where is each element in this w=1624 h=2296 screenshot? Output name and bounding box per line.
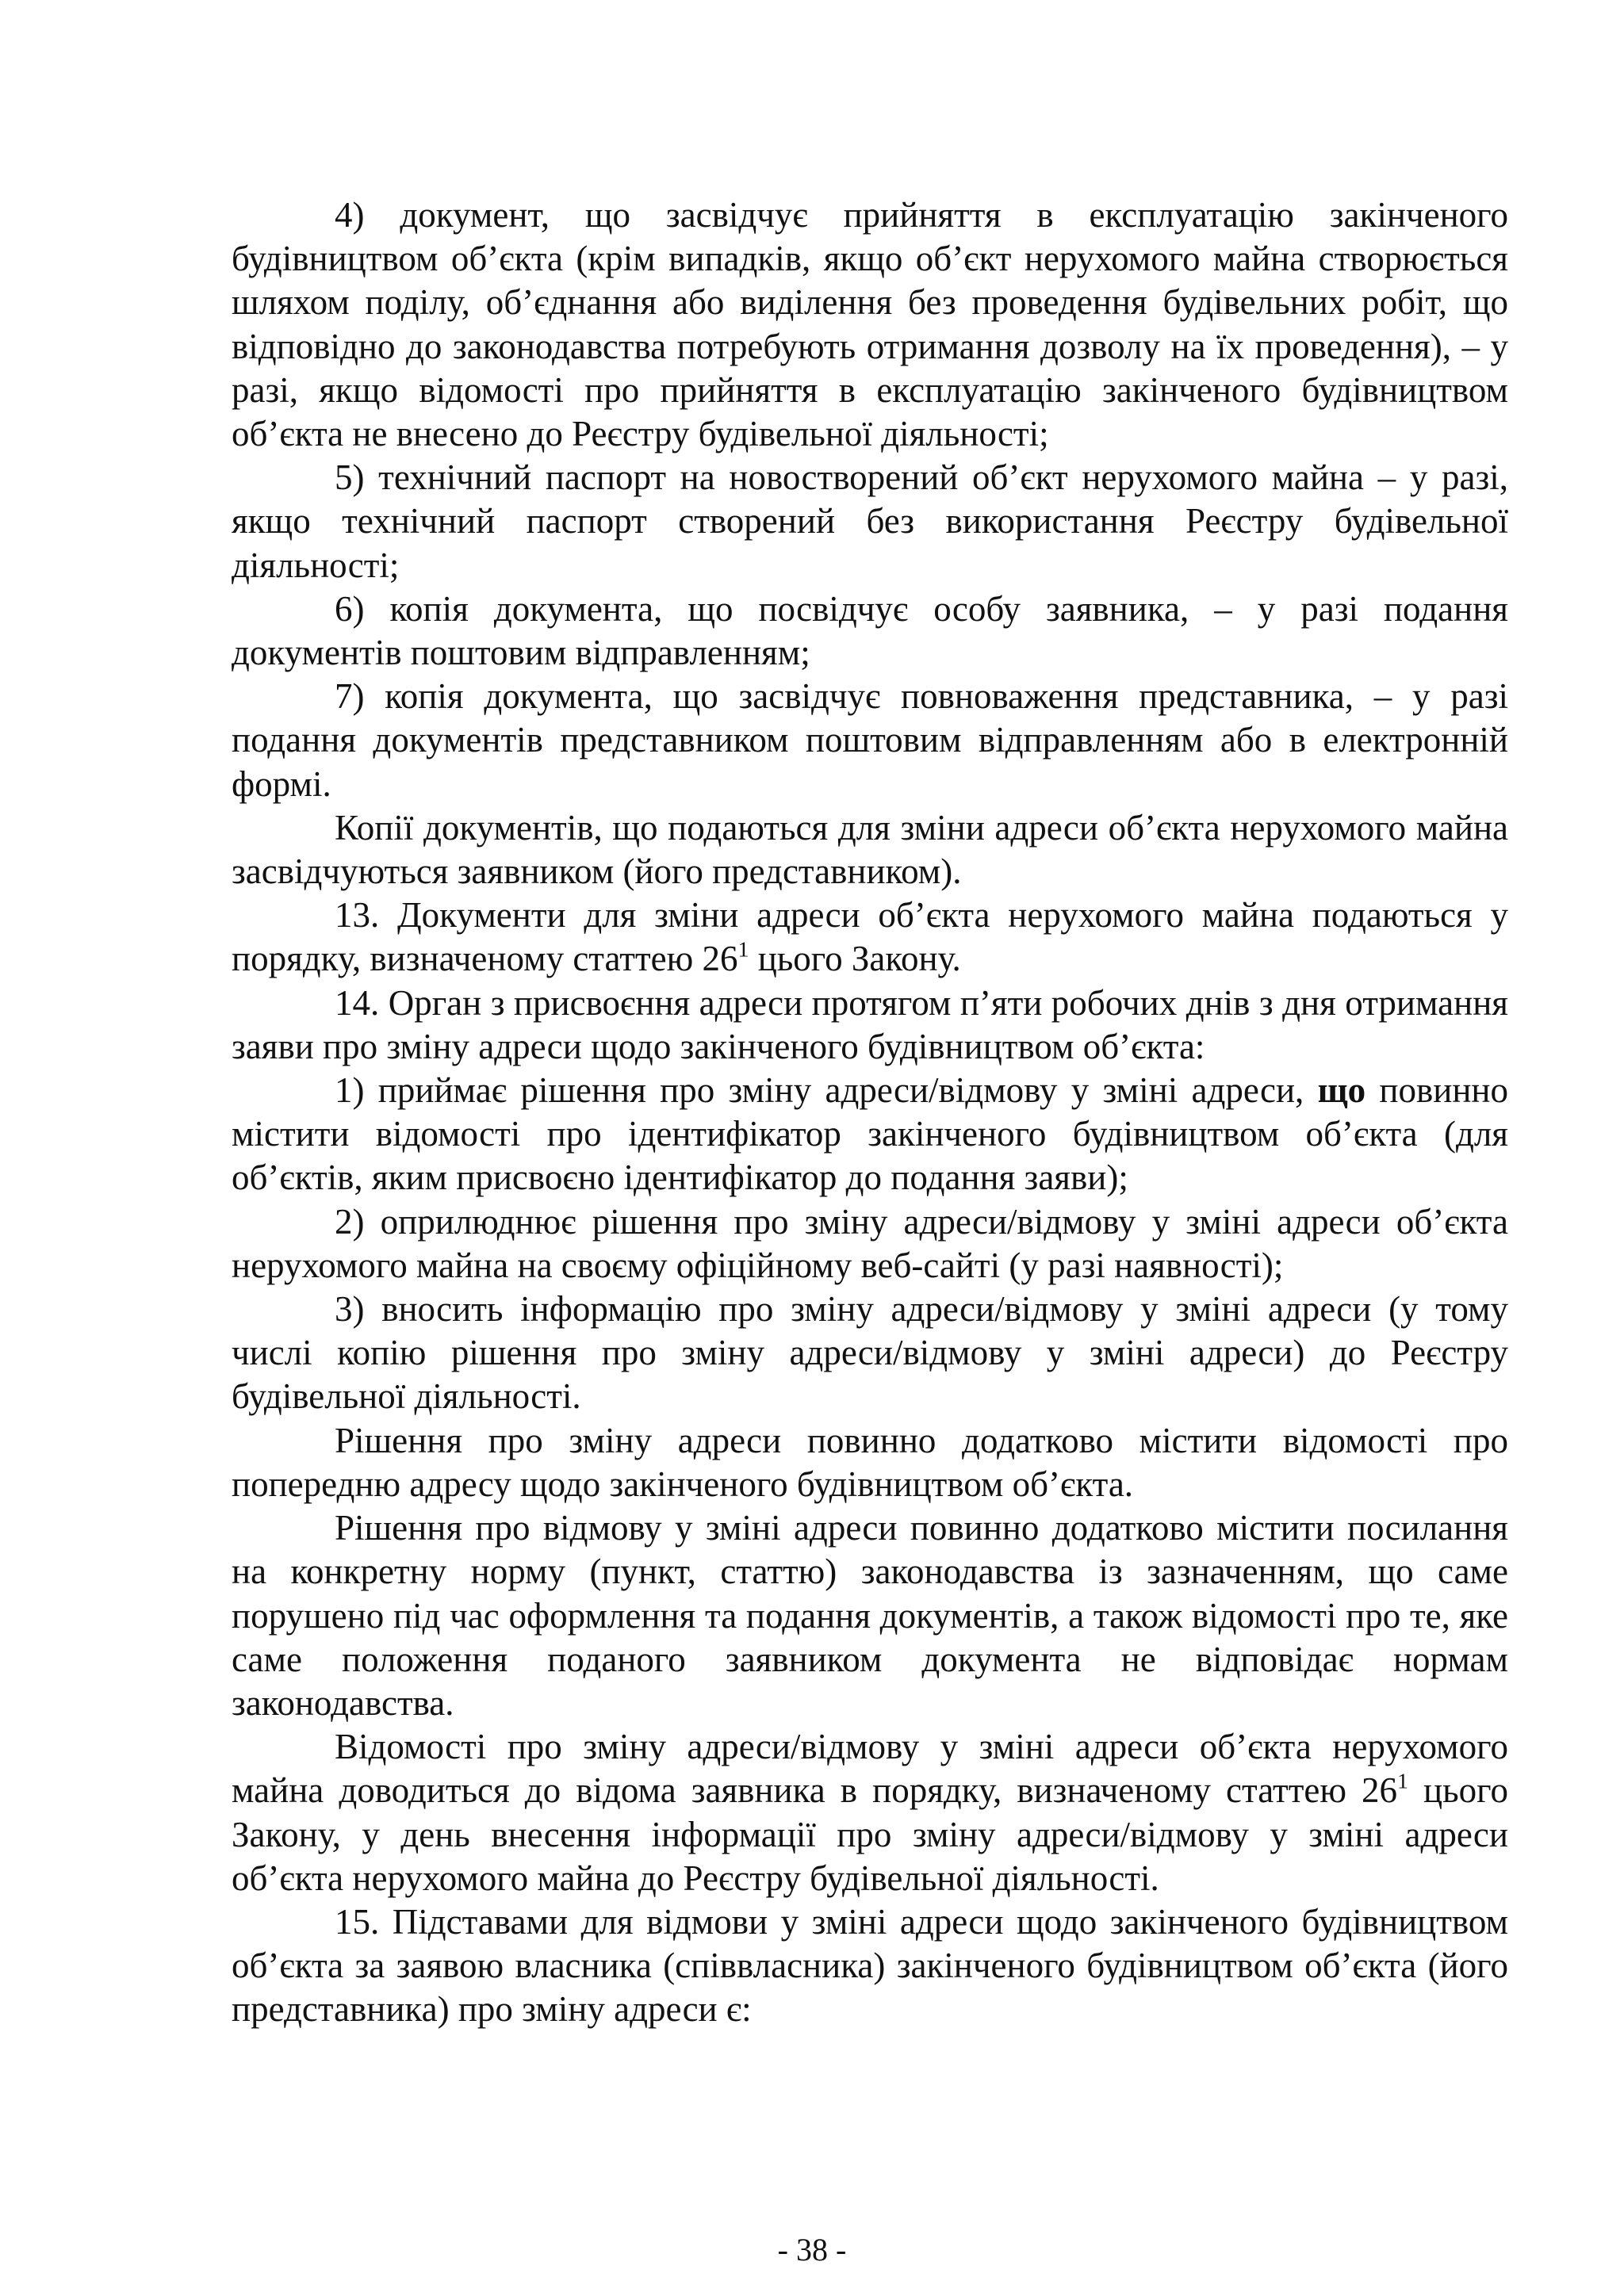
- paragraph-item-6: 6) копія документа, що посвідчує особу заявника, – у разі подання документів поштовим відправленням;: [232, 588, 1508, 673]
- paragraph-refusal-decision: Рішення про відмову у зміні адреси повинно додатково містити посилання на конкретну норму (пункт, статтю) законодавства із зазначенням, що саме порушено під час оформлення та подання документів, а також відомості про те, яке саме положення поданого заявником документа не відповідає нормам законодавства.: [232, 1508, 1508, 1723]
- bold-word: що: [1317, 1070, 1366, 1111]
- paragraph-item-4: 4) документ, що засвідчує прийняття в експлуатацію закінченого будівництвом об’єкта (крім випадків, якщо об’єкт нерухомого майна створюється шляхом поділу, об’єднання або виділення без проведення будівельних робіт, що відповідно до законодавства потребують отримання дозволу на їх проведення), – у разі, якщо відомості про прийняття в експлуатацію закінченого будівництвом об’єкта не внесено до Реєстру будівельної діяльності;: [232, 195, 1508, 454]
- paragraph-item-7: 7) копія документа, що засвідчує повноваження представника, – у разі подання документів представником поштовим відправленням або в електронній формі.: [232, 676, 1508, 804]
- superscript-article-mark: 1: [737, 938, 749, 963]
- paragraph-subitem-2: 2) оприлюднює рішення про зміну адреси/відмову у зміні адреси об’єкта нерухомого майна на своєму офіційному веб-сайті (у разі наявності);: [232, 1201, 1508, 1285]
- paragraph-change-decision: Рішення про зміну адреси повинно додатково містити відомості про попередню адресу щодо закінченого будівництвом об’єкта.: [232, 1420, 1508, 1504]
- paragraph-subitem-3: 3) вносить інформацію про зміну адреси/відмову у зміні адреси (у тому числі копію рішення про зміну адреси/відмову у зміні адреси) до Реєстру будівельної діяльності.: [232, 1289, 1508, 1417]
- paragraph-subitem-1: 1) приймає рішення про зміну адреси/відмову у зміні адреси, що повинно містити відомості про ідентифікатор закінченого будівництвом об’єкта (для об’єктів, яким присвоєно ідентифікатор до подання заяви);: [232, 1070, 1508, 1198]
- paragraph-section-14: 14. Орган з присвоєння адреси протягом п’яти робочих днів з дня отримання заяви про зміну адреси щодо закінченого будівництвом об’єкта:: [232, 982, 1508, 1066]
- document-body: [232, 193, 1508, 2032]
- paragraph-section-13: 13. Документи для зміни адреси об’єкта нерухомого майна подаються у порядку, визначеному статтею $26^1$ цього Закону.: [232, 895, 1508, 979]
- paragraph-copies-certification: Копії документів, що подаються для зміни адреси об’єкта нерухомого майна засвідчуються заявником (його представником).: [232, 807, 1508, 892]
- paragraph-section-15: 15. Підставами для відмови у зміні адреси щодо закінченого будівництвом об’єкта за заявою власника (співвласника) закінченого будівництвом об’єкта (його представника) про зміну адреси є:: [232, 1901, 1508, 2030]
- superscript-article-mark: 1: [1397, 1770, 1408, 1795]
- paragraph-item-5: 5) технічний паспорт на новостворений об’єкт нерухомого майна – у разі, якщо технічний паспорт створений без використання Реєстру будівельної діяльності;: [232, 457, 1508, 585]
- paragraph-notification: Відомості про зміну адреси/відмову у зміні адреси об’єкта нерухомого майна доводиться до відома заявника в порядку, визначеному статтею $26^1$ цього Закону, у день внесення інформації про зміну адреси/відмову у зміні адреси об’єкта нерухомого майна до Реєстру будівельної діяльності.: [232, 1727, 1508, 1898]
- page-number: - 38 -: [777, 2232, 847, 2267]
